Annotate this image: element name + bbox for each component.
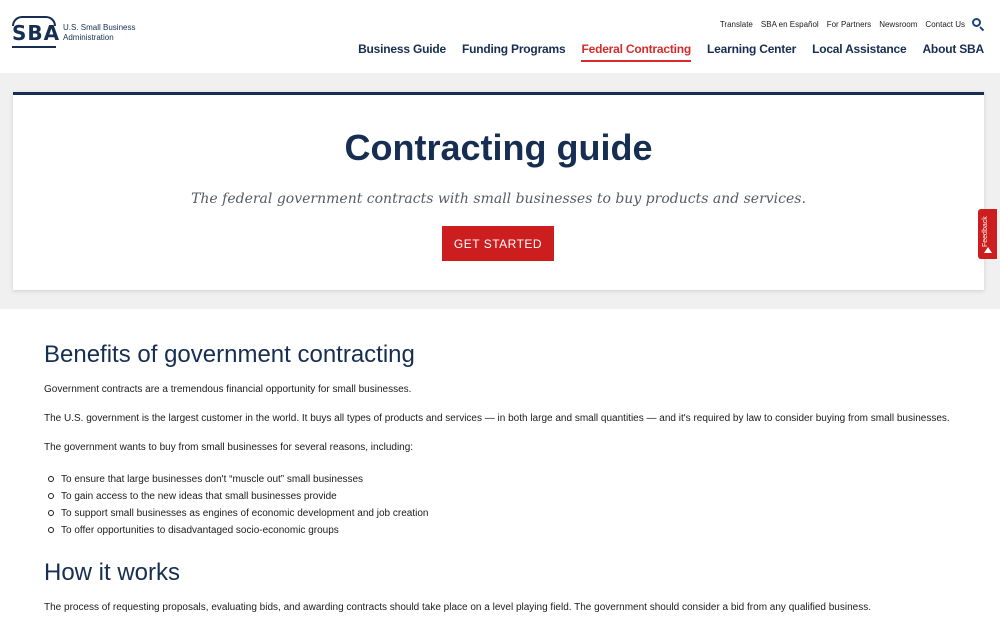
util-link-translate[interactable]: Translate [719, 19, 753, 29]
main-nav [342, 42, 984, 62]
util-link-contact[interactable]: Contact Us [925, 19, 965, 29]
list-item-text: To gain access to the new ideas that small businesses provide [61, 491, 337, 502]
search-icon[interactable] [972, 18, 984, 30]
reasons-list [48, 471, 428, 539]
how-it-works-paragraph: The process of requesting proposals, evaluating bids, and awarding contracts should take place on a level playing field. The government should consider a bid from any qualified business. [44, 602, 871, 613]
list-item-text: To support small businesses as engines of economic development and job creation [61, 508, 429, 519]
nav-learning-center[interactable]: Learning Center [707, 42, 797, 56]
benefits-heading: Benefits of government contracting [44, 341, 415, 368]
nav-about-sba[interactable]: About SBA [922, 42, 984, 56]
logo-letters: SBA [12, 21, 61, 45]
feedback-label: Feedback [982, 216, 989, 247]
list-item [48, 471, 428, 488]
benefits-paragraph-2: The U.S. government is the largest customer in the world. It buys all types of products and services — in both large and small quantities — and it's required by law to consider buying from small businesses. [44, 413, 950, 424]
hero-card [13, 92, 984, 290]
bullet-icon [48, 493, 54, 499]
nav-federal-contracting[interactable]: Federal Contracting [581, 42, 691, 62]
list-item-text: To offer opportunities to disadvantaged socio-economic groups [61, 525, 339, 536]
get-started-button[interactable]: GET STARTED [442, 226, 554, 261]
list-item [48, 505, 428, 522]
nav-funding-programs[interactable]: Funding Programs [461, 42, 566, 56]
benefits-paragraph-3: The government wants to buy from small businesses for several reasons, including: [44, 442, 414, 453]
list-item-text: To ensure that large businesses don't “muscle out” small businesses [61, 474, 364, 485]
sba-logo[interactable] [12, 16, 135, 52]
feedback-tab[interactable] [978, 209, 997, 259]
feedback-arrow-icon [984, 247, 992, 253]
list-item [48, 488, 428, 505]
util-link-espanol[interactable]: SBA en Español [760, 19, 819, 29]
util-link-newsroom[interactable]: Newsroom [879, 19, 918, 29]
nav-business-guide[interactable]: Business Guide [358, 42, 446, 56]
hero-subtitle: The federal government contracts with small businesses to buy products and services. [191, 191, 806, 207]
page-title: Contracting guide [344, 127, 653, 168]
bullet-icon [48, 510, 54, 516]
logo-text-line2: Administration [63, 33, 114, 42]
logo-text-line1: U.S. Small Business [63, 23, 136, 32]
logo-text [63, 23, 135, 43]
utility-nav [712, 18, 984, 30]
how-it-works-heading: How it works [44, 559, 181, 586]
list-item [48, 522, 428, 539]
site-header [0, 0, 1000, 73]
bullet-icon [48, 476, 54, 482]
sba-logo-mark [12, 16, 61, 52]
util-link-partners[interactable]: For Partners [826, 19, 872, 29]
benefits-paragraph-1: Government contracts are a tremendous financial opportunity for small businesses. [44, 384, 412, 395]
search-icon-handle [979, 26, 984, 31]
nav-local-assistance[interactable]: Local Assistance [812, 42, 907, 56]
logo-underline [12, 46, 56, 48]
bullet-icon [48, 527, 54, 533]
